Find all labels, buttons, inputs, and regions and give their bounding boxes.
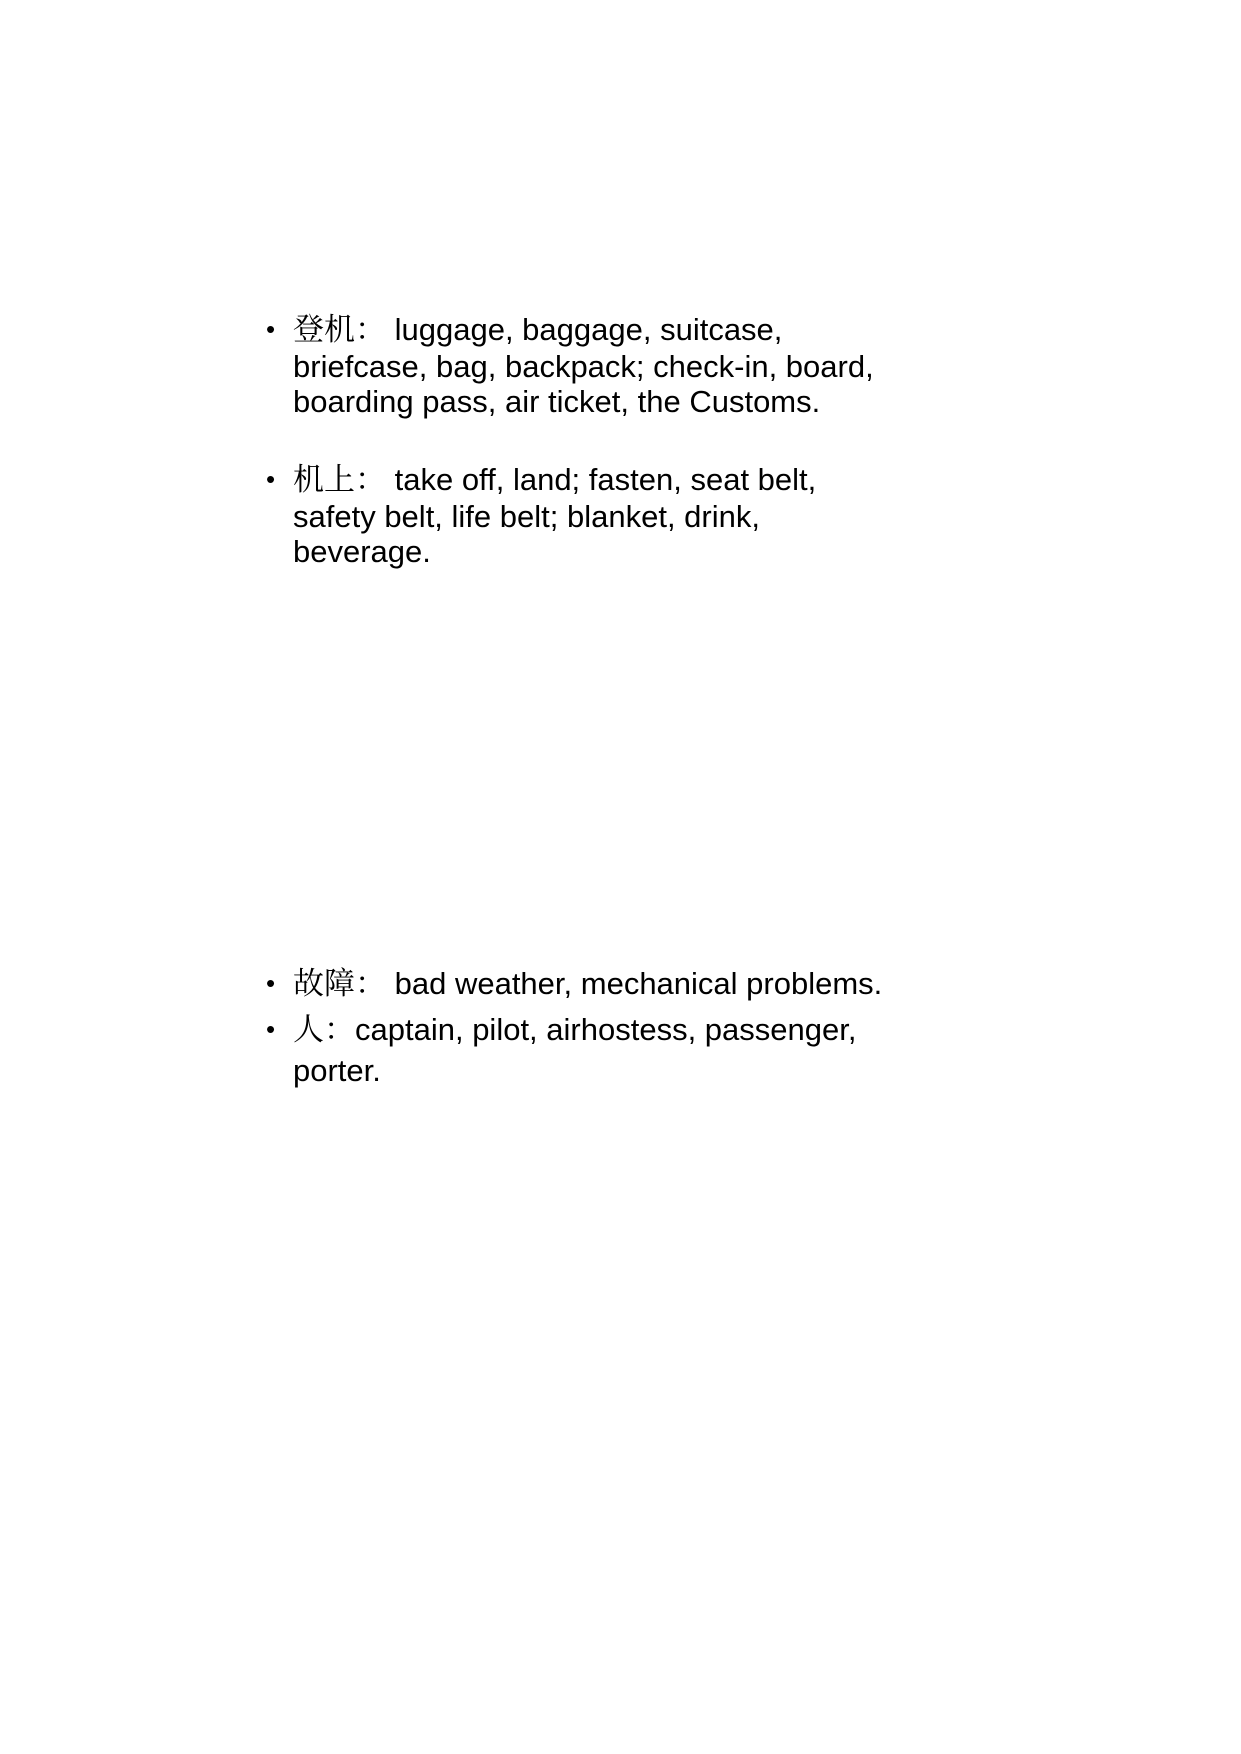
item-text: captain, pilot, airhostess, passenger, <box>355 1012 857 1047</box>
bullet-icon: • <box>266 1014 276 1044</box>
vocab-item-boarding <box>266 312 973 420</box>
item-label: 登机： <box>293 312 386 348</box>
item-line <box>293 966 973 1003</box>
vocab-item-faults <box>266 966 973 1003</box>
item-label: 故障： <box>293 966 386 1002</box>
item-line: safety belt, life belt; blanket, drink, <box>293 498 760 534</box>
item-text: luggage, baggage, suitcase, <box>386 312 783 347</box>
item-line: beverage. <box>293 534 431 569</box>
item-label: 人： <box>293 1012 355 1048</box>
item-line: boarding pass, air ticket, the Customs. <box>293 384 821 419</box>
item-text: bad weather, mechanical problems. <box>386 966 883 1001</box>
item-line <box>293 462 973 499</box>
item-text: take off, land; fasten, seat belt, <box>386 462 817 497</box>
bullet-icon: • <box>266 464 276 494</box>
item-label: 机上： <box>293 462 386 498</box>
vocab-item-onboard <box>266 462 973 570</box>
item-line <box>293 312 973 349</box>
item-line: briefcase, bag, backpack; check-in, board, <box>293 348 874 384</box>
item-line: porter. <box>293 1052 381 1088</box>
item-line <box>293 1012 973 1049</box>
vocab-item-people <box>266 1012 973 1088</box>
bullet-icon: • <box>266 968 276 998</box>
bullet-icon: • <box>266 314 276 344</box>
